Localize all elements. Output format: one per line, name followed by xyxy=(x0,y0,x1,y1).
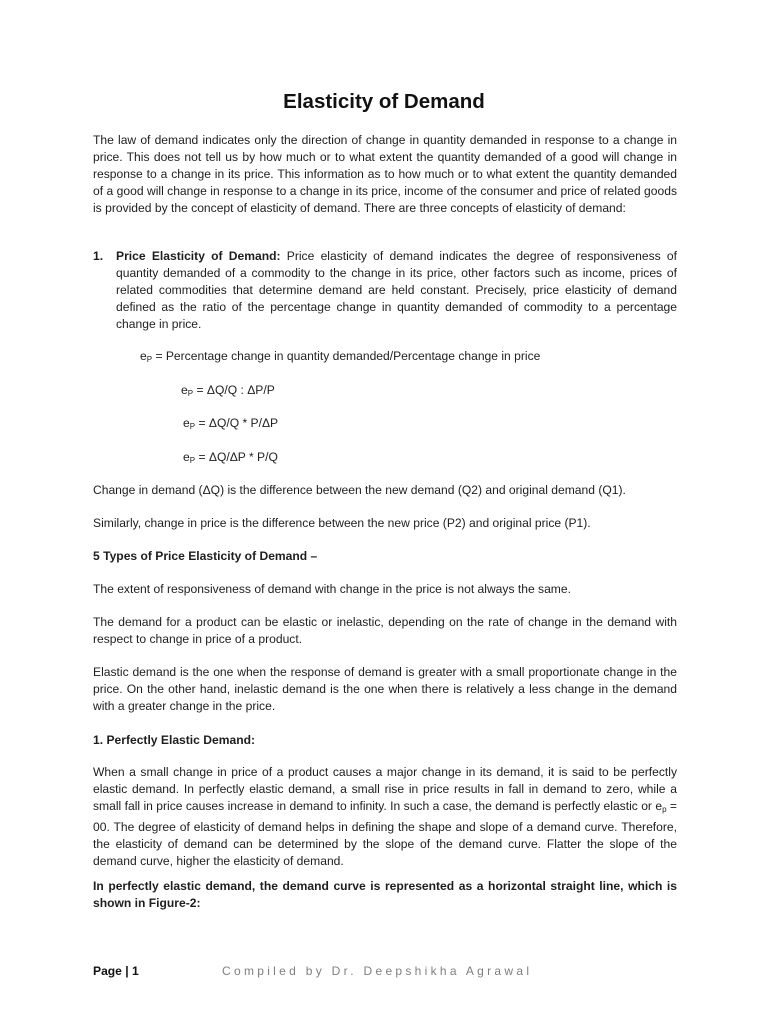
perfectly-elastic-sub: p xyxy=(662,804,667,814)
footer-page-number: Page | 1 xyxy=(93,964,139,978)
formula-4-text: = ΔQ/ΔP * P/Q xyxy=(195,450,278,464)
formula-2-e: e xyxy=(181,383,188,397)
closing-bold-paragraph: In perfectly elastic demand, the demand curve is represented as a horizontal straight line, which is shown in Figure-2: xyxy=(93,879,677,910)
perfectly-elastic-text-b: = 00. The degree of elasticity of demand helps in defining the shape and slope of a demand curve. Therefore, the elasticity of demand can be determined by the slope of the demand curve. Flatter the slope of the demand curve, higher the elasticity of demand. xyxy=(93,798,677,868)
types-heading: 5 Types of Price Elasticity of Demand – xyxy=(93,549,318,563)
extent-paragraph: The extent of responsiveness of demand with change in the price is not always the same. xyxy=(93,582,571,596)
list-item-1-number: 1. xyxy=(93,249,104,263)
formula-2-text: = ΔQ/Q : ΔP/P xyxy=(193,383,275,397)
formula-3-sub: P xyxy=(189,422,196,431)
page-title: Elasticity of Demand xyxy=(283,90,485,113)
formula-3 xyxy=(183,415,278,435)
formula-4-e: e xyxy=(183,450,190,464)
footer-credit: Compiled by Dr. Deepshikha Agrawal xyxy=(222,964,533,978)
list-item-1 xyxy=(116,248,677,333)
formula-4 xyxy=(183,449,278,469)
formula-3-text: = ΔQ/Q * P/ΔP xyxy=(195,416,279,430)
change-demand-paragraph: Change in demand (ΔQ) is the difference between the new demand (Q2) and original demand (Q1). xyxy=(93,483,626,497)
formula-1-e: e xyxy=(140,349,147,363)
formula-2 xyxy=(181,382,275,402)
formula-1 xyxy=(140,348,540,368)
formula-4-sub: P xyxy=(189,456,196,465)
intro-paragraph: The law of demand indicates only the direction of change in quantity demanded in response to a change in price. This does not tell us by how much or to what extent the quantity demanded of a good will change in response to a change in its price. This information as to how much or to what extent the quantity demanded of a good will change in response to a change in its price, income of the consumer and price of related goods is provided by the concept of elasticity of demand. There are three concepts of elasticity of demand: xyxy=(93,133,677,215)
elastic-definition-paragraph: Elastic demand is the one when the response of demand is greater with a small proportionate change in the price. On the other hand, inelastic demand is the one when there is relatively a less change in the demand with a greater change in the price. xyxy=(93,665,677,713)
perfectly-elastic-text-a: When a small change in price of a product causes a major change in its demand, it is said to be perfectly elastic demand. In perfectly elastic demand, a small rise in price results in fall in demand to zero, while a small fall in price causes increase in demand to infinity. In such a case, the demand is perfectly elastic or e xyxy=(93,765,677,813)
change-price-paragraph: Similarly, change in price is the difference between the new price (P2) and original price (P1). xyxy=(93,516,591,530)
formula-1-sub: P xyxy=(146,355,153,364)
perfectly-elastic-heading: 1. Perfectly Elastic Demand: xyxy=(93,733,255,747)
formula-1-text: = Percentage change in quantity demanded/Percentage change in price xyxy=(152,349,541,363)
list-item-1-term: Price Elasticity of Demand: xyxy=(116,249,281,263)
formula-3-e: e xyxy=(183,416,190,430)
formula-2-sub: P xyxy=(187,389,194,398)
list-item-1-text: Price elasticity of demand indicates the degree of responsiveness of quantity demanded of a commodity to the change in its price, other factors such as income, prices of related commodities that determine demand are held constant. Precisely, price elasticity of demand defined as the ratio of the percentage change in quantity demanded of commodity to a percentage change in price. xyxy=(116,249,677,331)
elastic-inelastic-paragraph: The demand for a product can be elastic or inelastic, depending on the rate of change in the demand with respect to change in price of a product. xyxy=(93,615,677,646)
perfectly-elastic-paragraph xyxy=(93,764,677,869)
